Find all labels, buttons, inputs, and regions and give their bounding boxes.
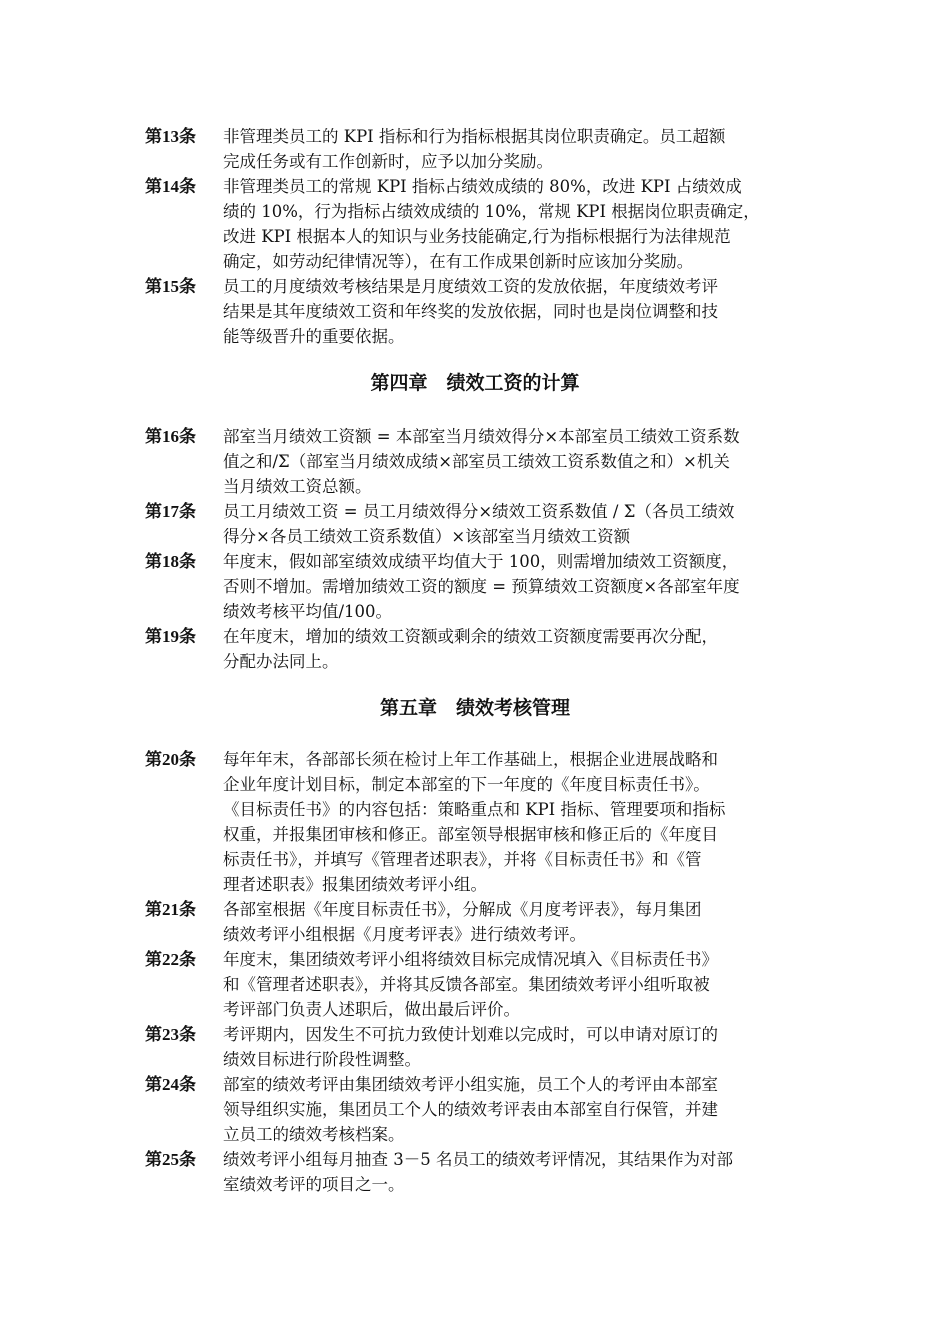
article-number: 第15条	[145, 277, 196, 296]
article	[145, 424, 810, 499]
article-line: 能等级晋升的重要依据。	[223, 327, 405, 346]
article-number: 第23条	[145, 1025, 196, 1044]
article-number: 第17条	[145, 502, 196, 521]
article-text	[223, 274, 810, 349]
article-line: 结果是其年度绩效工资和年终奖的发放依据，同时也是岗位调整和技	[223, 302, 718, 321]
article-number: 第19条	[145, 627, 196, 646]
article-number: 第25条	[145, 1150, 196, 1169]
article	[145, 947, 810, 1022]
article-line: 绩效考评小组每月抽查 3－5 名员工的绩效考评情况，其结果作为对部	[223, 1150, 733, 1169]
article-line: 非管理类员工的常规 KPI 指标占绩效成绩的 80%，改进 KPI 占绩效成	[223, 177, 742, 196]
article-number: 第20条	[145, 750, 196, 769]
article-number: 第13条	[145, 127, 196, 146]
chapter-5-heading: 第五章 绩效考核管理	[379, 697, 570, 719]
article-line: 值之和/Σ（部室当月绩效成绩×部室员工绩效工资系数值之和）×机关	[223, 452, 730, 471]
article-line: 部室当月绩效工资额 = 本部室当月绩效得分×本部室员工绩效工资系数	[223, 427, 740, 446]
article	[145, 897, 810, 947]
article-line: 当月绩效工资总额。	[223, 477, 372, 496]
article	[145, 549, 810, 624]
article-line: 权重，并报集团审核和修正。部室领导根据审核和修正后的《年度目	[223, 825, 718, 844]
article-line: 在年度末，增加的绩效工资额或剩余的绩效工资额度需要再次分配，	[223, 627, 718, 646]
article-number: 第21条	[145, 900, 196, 919]
article-text	[223, 124, 810, 174]
article	[145, 499, 810, 549]
article-line: 年度末，假如部室绩效成绩平均值大于 100，则需增加绩效工资额度，	[223, 552, 739, 571]
article-line: 每年年末，各部部长须在检讨上年工作基础上，根据企业进展战略和	[223, 750, 718, 769]
article-line: 改进 KPI 根据本人的知识与业务技能确定,行为指标根据行为法律规范	[223, 227, 731, 246]
article-line: 立员工的绩效考核档案。	[223, 1125, 405, 1144]
article-line: 标责任书》，并填写《管理者述职表》，并将《目标责任书》和《管	[223, 850, 702, 869]
article-number: 第14条	[145, 177, 196, 196]
article-text	[223, 1072, 810, 1147]
article-line: 和《管理者述职表》，并将其反馈各部室。集团绩效考评小组听取被	[223, 975, 710, 994]
article	[145, 124, 810, 174]
article	[145, 747, 810, 897]
article-text	[223, 499, 810, 549]
article	[145, 274, 810, 349]
article-line: 年度末，集团绩效考评小组将绩效目标完成情况填入《目标责任书》	[223, 950, 718, 969]
article-line: 分配办法同上。	[223, 652, 339, 671]
article-line: 确定，如劳动纪律情况等），在有工作成果创新时应该加分奖励。	[223, 252, 694, 271]
article-line: 否则不增加。需增加绩效工资的额度 = 预算绩效工资额度×各部室年度	[223, 577, 740, 596]
article-number: 第24条	[145, 1075, 196, 1094]
article-line: 领导组织实施，集团员工个人的绩效考评表由本部室自行保管，并建	[223, 1100, 718, 1119]
article	[145, 174, 810, 274]
article-text	[223, 424, 810, 499]
article-text	[223, 624, 810, 674]
article-number: 第18条	[145, 552, 196, 571]
article-line: 得分×各员工绩效工资系数值）×该部室当月绩效工资额	[223, 527, 631, 546]
article	[145, 1022, 810, 1072]
article-line: 各部室根据《年度目标责任书》，分解成《月度考评表》，每月集团	[223, 900, 702, 919]
article-text	[223, 897, 810, 947]
article-line: 绩的 10%，行为指标占绩效成绩的 10%，常规 KPI 根据岗位职责确定，	[223, 202, 760, 221]
article	[145, 624, 810, 674]
article-number: 第22条	[145, 950, 196, 969]
chapter-4-heading: 第四章 绩效工资的计算	[370, 372, 580, 394]
article-line: 考评部门负责人述职后，做出最后评价。	[223, 1000, 520, 1019]
article-line: 绩效考核平均值/100。	[223, 602, 393, 621]
article-text	[223, 747, 810, 897]
article-line: 部室的绩效考评由集团绩效考评小组实施，员工个人的考评由本部室	[223, 1075, 718, 1094]
article-text	[223, 1022, 810, 1072]
article-line: 完成任务或有工作创新时，应予以加分奖励。	[223, 152, 553, 171]
article-line: 员工月绩效工资 = 员工月绩效得分×绩效工资系数值 / Σ（各员工绩效	[223, 502, 735, 521]
article-text	[223, 174, 810, 274]
article	[145, 1147, 810, 1197]
article-text	[223, 1147, 810, 1197]
article-line: 非管理类员工的 KPI 指标和行为指标根据其岗位职责确定。员工超额	[223, 127, 726, 146]
article-line: 理者述职表》报集团绩效考评小组。	[223, 875, 487, 894]
article-text	[223, 549, 810, 624]
article-line: 绩效考评小组根据《月度考评表》进行绩效考评。	[223, 925, 586, 944]
article-line: 室绩效考评的项目之一。	[223, 1175, 405, 1194]
article	[145, 1072, 810, 1147]
article-line: 企业年度计划目标，制定本部室的下一年度的《年度目标责任书》。	[223, 775, 710, 794]
article-number: 第16条	[145, 427, 196, 446]
article-line: 《目标责任书》的内容包括：策略重点和 KPI 指标、管理要项和指标	[223, 800, 726, 819]
article-line: 员工的月度绩效考核结果是月度绩效工资的发放依据，年度绩效考评	[223, 277, 718, 296]
article-line: 绩效目标进行阶段性调整。	[223, 1050, 421, 1069]
article-line: 考评期内，因发生不可抗力致使计划难以完成时，可以申请对原订的	[223, 1025, 718, 1044]
article-text	[223, 947, 810, 1022]
